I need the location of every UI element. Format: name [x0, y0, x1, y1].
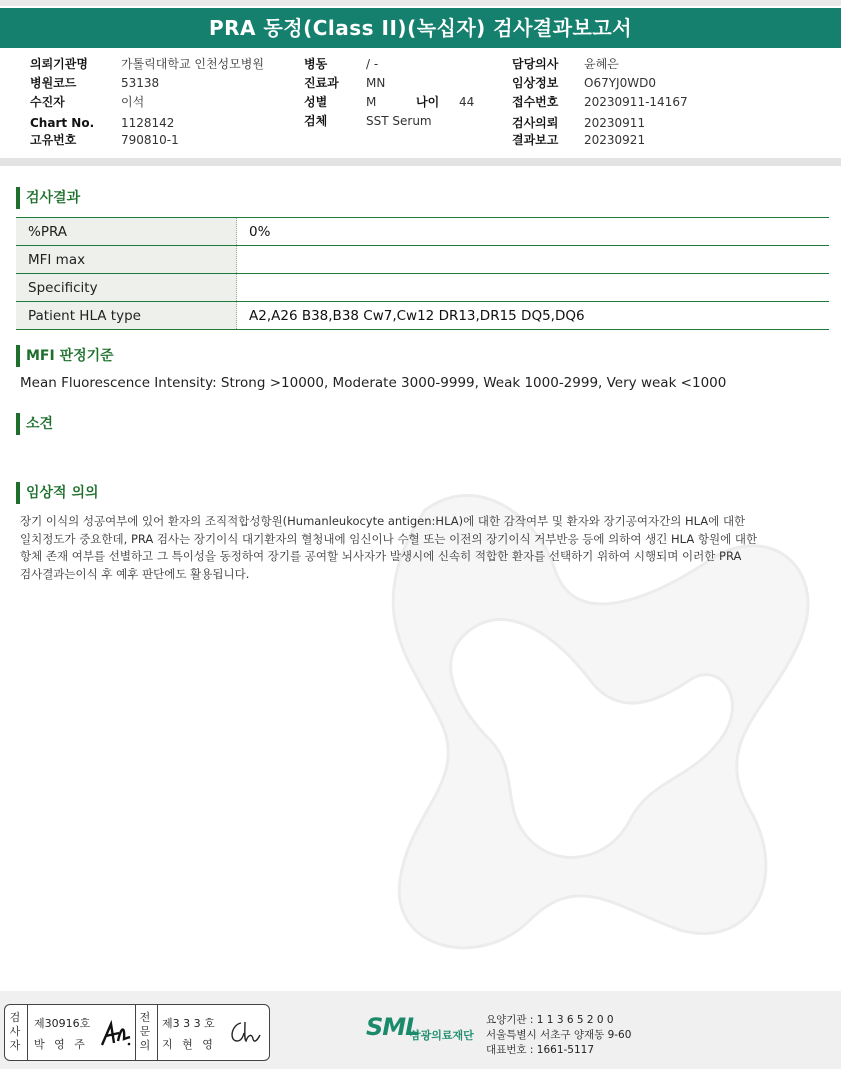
value-clinical-info: O67YJ0WD0: [584, 76, 656, 90]
clinical-line: 장기 이식의 성공여부에 있어 환자의 조직적합성항원(Humanleukocyte antigen:HLA)에 대한 감작여부 및 환자와 장기공여자간의 HLA에 대한: [20, 514, 746, 528]
institution-address: [486, 1013, 631, 1058]
logo-name: 삼광의료재단: [410, 1029, 474, 1042]
label-request-date: 검사의뢰: [512, 116, 559, 130]
report-title: PRA 동정(Class II)(녹십자) 검사결과보고서: [0, 8, 841, 48]
address-line: 서울특별시 서초구 양재동 9-60: [486, 1029, 632, 1041]
logo-mark: SML: [366, 1013, 420, 1041]
divider: [135, 1005, 136, 1060]
specialist-label: 전 문 의: [139, 1011, 151, 1052]
results-heading: 검사결과: [16, 187, 80, 209]
clinical-line: 검사결과는이식 후 예후 판단에도 활용됩니다.: [20, 566, 250, 581]
label-unique-no: 고유번호: [30, 133, 77, 147]
specialist-name: 지 현 영: [162, 1038, 216, 1051]
specialist-license: 제3 3 3 호: [162, 1017, 215, 1030]
value-request-date: 20230911: [584, 116, 646, 130]
value-institution: 가톨릭대학교 인천성모병원: [121, 57, 264, 71]
opinion-heading: 소견: [16, 413, 53, 435]
value-ward: / -: [366, 57, 379, 71]
divider: [157, 1005, 158, 1060]
label-report-date: 결과보고: [512, 133, 559, 147]
signature-box: [4, 1004, 270, 1061]
result-value: A2,A26 B38,B38 Cw7,Cw12 DR13,DR15 DQ5,DQ6: [237, 302, 830, 330]
label-department: 진료과: [304, 76, 339, 90]
specialist-signature: [227, 1019, 263, 1047]
clinical-significance-text: [20, 513, 810, 583]
label-patient: 수진자: [30, 95, 65, 109]
examiner-label: 검 사 자: [9, 1011, 21, 1052]
examiner-name: 박 영 주: [34, 1038, 88, 1051]
label-institution: 의뢰기관명: [30, 57, 88, 71]
label-sex: 성별: [304, 95, 328, 109]
result-value: 0%: [237, 218, 830, 246]
label-hospital-code: 병원코드: [30, 76, 77, 90]
label-receipt-no: 접수번호: [512, 95, 559, 109]
table-row: [16, 246, 829, 274]
divider: [27, 1005, 28, 1060]
address-line: 요양기관 : 1 1 3 6 5 2 0 0: [486, 1014, 614, 1026]
mfi-criteria-text: Mean Fluorescence Intensity: Strong >10000, Moderate 3000-9999, Weak 1000-2999, Very weak <1000: [20, 375, 727, 391]
value-unique-no: 790810-1: [121, 133, 179, 147]
result-key: Patient HLA type: [16, 302, 237, 330]
label-ward: 병동: [304, 57, 328, 71]
table-row: [16, 274, 829, 302]
examiner-license: 제30916호: [34, 1017, 91, 1030]
label-doctor: 담당의사: [512, 57, 559, 71]
table-row: [16, 218, 829, 246]
value-specimen: SST Serum: [366, 114, 432, 128]
clinical-heading: 임상적 의의: [16, 482, 99, 504]
label-clinical-info: 임상정보: [512, 76, 559, 90]
clinical-line: 일치정도가 중요한데, PRA 검사는 장기이식 대기환자의 혈청내에 임신이나 수혈 또는 이전의 장기이식 거부반응 등에 의하여 생긴 HLA 항원에 대한: [20, 531, 758, 546]
value-chart-no: 1128142: [121, 116, 175, 130]
value-department: MN: [366, 76, 386, 90]
examiner-signature: [99, 1019, 133, 1049]
clinical-line: 항체 존재 여부를 선별하고 그 특이성을 동정하여 장기를 공여할 뇌사자가 발생시에 신속히 적합한 환자를 선택하기 위하여 시행되며 이러한 PRA: [20, 549, 742, 563]
label-age: 나이: [416, 95, 440, 109]
value-doctor: 윤혜은: [584, 57, 619, 71]
mfi-heading: MFI 판정기준: [16, 345, 114, 367]
value-sex: M: [366, 95, 377, 109]
result-key: Specificity: [16, 274, 237, 302]
value-patient: 이석: [121, 95, 145, 109]
header-separator: [0, 158, 841, 166]
top-border: [0, 0, 841, 6]
value-report-date: 20230921: [584, 133, 646, 147]
patient-info: [0, 55, 841, 155]
table-row: [16, 302, 829, 330]
results-table: [16, 217, 829, 330]
result-value: [237, 246, 830, 274]
value-hospital-code: 53138: [121, 76, 160, 90]
value-age: 44: [459, 95, 475, 109]
result-key: MFI max: [16, 246, 237, 274]
label-specimen: 검체: [304, 114, 328, 128]
value-receipt-no: 20230911-14167: [584, 95, 688, 109]
label-chart-no: Chart No.: [30, 116, 95, 130]
result-value: [237, 274, 830, 302]
result-key: %PRA: [16, 218, 237, 246]
address-line: 대표번호 : 1661-5117: [486, 1044, 595, 1056]
